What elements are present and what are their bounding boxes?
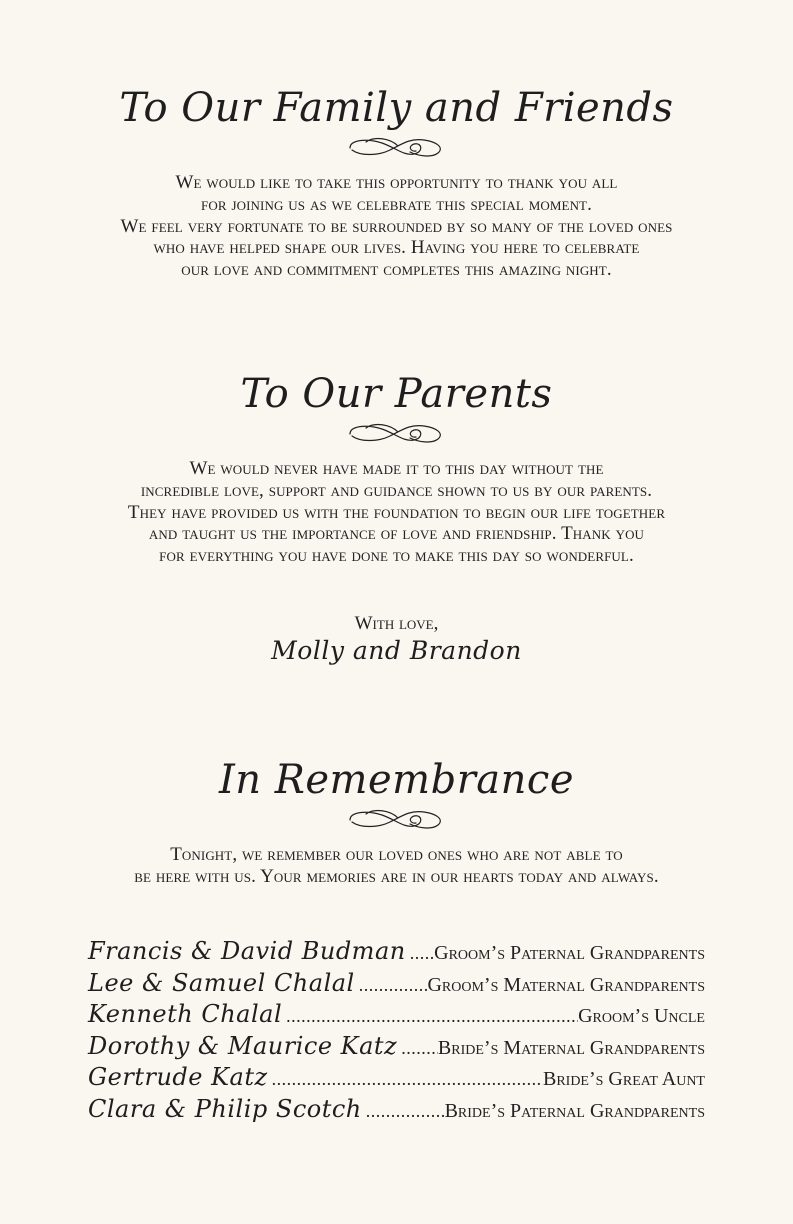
signoff: [0, 612, 793, 666]
remembrance-list: [88, 936, 705, 1125]
message-line: for everything you have done to make this day so wonderful.: [159, 545, 634, 567]
dot-leader: [272, 1069, 543, 1090]
remembered-name: Dorothy & Maurice Katz: [88, 1031, 398, 1060]
list-item: [88, 968, 705, 1000]
remembered-name: Clara & Philip Scotch: [88, 1094, 362, 1123]
dot-leader: [366, 1101, 445, 1122]
couple-names: Molly and Brandon: [271, 636, 522, 665]
dot-leader: [401, 1038, 438, 1059]
dot-leader: [286, 1006, 578, 1027]
relation-label: Groom’s Uncle: [578, 1005, 705, 1027]
message-line: We would like to take this opportunity to thank you all: [175, 172, 618, 193]
remembrance-message: [0, 844, 793, 888]
family-message: [0, 172, 793, 281]
dot-leader: [359, 975, 428, 996]
list-item: [88, 936, 705, 968]
family-heading: To Our Family and Friends: [119, 85, 674, 131]
message-line: incredible love, support and guidance shown to us by our parents.: [140, 479, 653, 501]
message-line: and taught us the importance of love and friendship. Thank you: [148, 523, 645, 545]
remembrance-section: [0, 758, 793, 888]
parents-message: [0, 458, 793, 567]
remembered-name: Francis & David Budman: [88, 937, 406, 965]
list-item: [88, 999, 705, 1031]
message-line: We feel very fortunate to be surrounded by so many of the loved ones: [120, 215, 673, 237]
list-item: [88, 1094, 705, 1126]
relation-label: Bride’s Maternal Grandparents: [437, 1036, 705, 1059]
signoff-label: With love,: [354, 613, 439, 634]
message-line: They have provided us with the foundation to begin our life together: [127, 501, 666, 523]
message-line: be here with us. Your memories are in our hearts today and always.: [134, 865, 659, 887]
message-line: Tonight, we remember our loved ones who are not able to: [170, 844, 623, 865]
flourish-ornament-icon: [344, 418, 450, 448]
flourish-ornament-icon: [344, 132, 450, 162]
message-line: our love and commitment completes this amazing night.: [181, 259, 612, 281]
flourish-ornament-icon: [344, 804, 450, 834]
message-line: who have helped shape our lives. Having you here to celebrate: [153, 237, 640, 259]
message-line: We would never have made it to this day without the: [189, 458, 604, 479]
list-item: [88, 1031, 705, 1063]
parents-heading: To Our Parents: [240, 371, 553, 417]
relation-label: Groom’s Maternal Grandparents: [427, 973, 705, 996]
family-section: [0, 86, 793, 281]
remembered-name: Kenneth Chalal: [88, 1000, 283, 1028]
relation-label: Bride’s Great Aunt: [542, 1068, 705, 1090]
remembered-name: Lee & Samuel Chalal: [88, 968, 355, 997]
relation-label: Bride’s Paternal Grandparents: [444, 1099, 705, 1122]
parents-section: [0, 372, 793, 567]
remembrance-heading: In Remembrance: [218, 757, 574, 803]
message-line: for joining us as we celebrate this special moment.: [201, 193, 592, 215]
list-item: [88, 1062, 705, 1094]
remembered-name: Gertrude Katz: [88, 1063, 268, 1091]
relation-label: Groom’s Paternal Grandparents: [434, 942, 705, 964]
dot-leader: [410, 943, 434, 964]
